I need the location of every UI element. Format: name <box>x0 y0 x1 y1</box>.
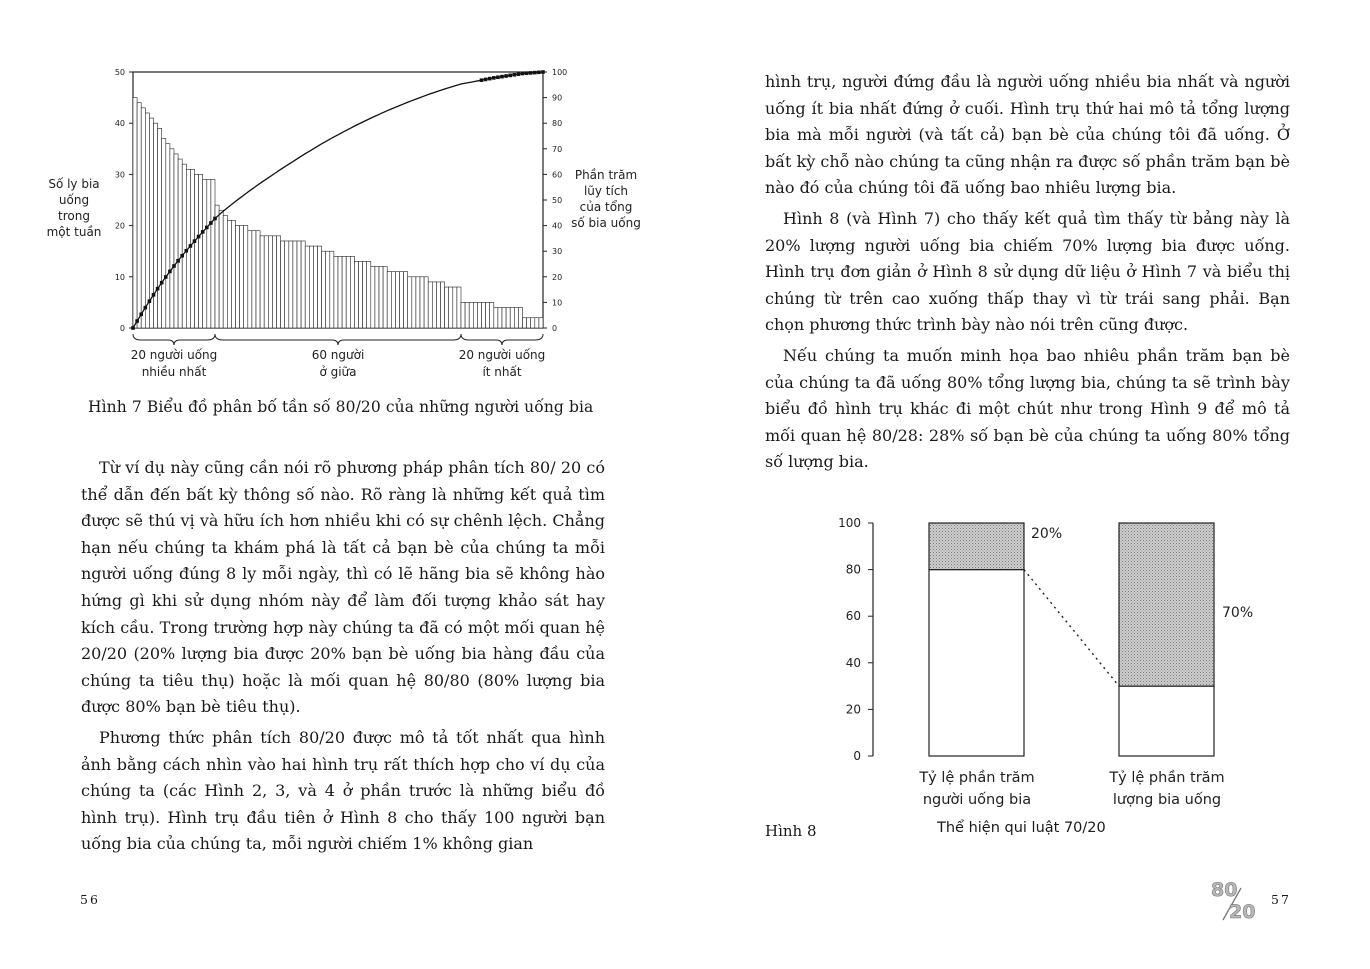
frequency-bar <box>277 236 281 328</box>
paragraph: hình trụ, người đứng đầu là người uống nhiều bia nhất và người uống ít bia nhất đứng ở cuối. Hình trụ thứ hai mô tả tổng lượng bia mà mỗi người (và tất cả) bạn bè của chúng tôi đã uống. Ở bất kỳ chỗ nào chúng ta cũng nhận ra được số phần trăm bạn bè nào đó của chúng tôi đã uống bao nhiêu lượng bia. <box>765 72 1290 198</box>
frequency-bar <box>387 272 391 328</box>
figure8-shaded-segment <box>1119 523 1214 686</box>
frequency-bar <box>383 267 387 328</box>
frequency-bar <box>408 277 412 328</box>
cumulative-point <box>525 71 529 75</box>
cumulative-point <box>533 71 537 75</box>
figure8-lower-segment <box>1119 686 1214 756</box>
frequency-bar <box>154 123 158 328</box>
frequency-bar <box>473 302 477 328</box>
right-tick-label: 70 <box>552 144 563 154</box>
frequency-bar <box>293 241 297 328</box>
frequency-bar <box>334 256 338 328</box>
left-tick-label: 30 <box>114 170 125 180</box>
frequency-bar <box>231 220 235 328</box>
frequency-bar <box>490 302 494 328</box>
frequency-bar <box>506 308 510 328</box>
left-tick-label: 40 <box>114 119 125 129</box>
cumulative-point <box>152 293 156 297</box>
frequency-bar <box>264 236 268 328</box>
left-axis-label-line: uống <box>58 193 90 207</box>
right-axis-label-line: số bia uống <box>571 216 641 230</box>
page-number: 56 <box>80 892 100 907</box>
frequency-bar <box>494 308 498 328</box>
cumulative-point <box>529 71 533 75</box>
frequency-bar <box>367 261 371 328</box>
left-axis-label-line: Số ly bia <box>48 177 100 191</box>
frequency-bar <box>395 272 399 328</box>
frequency-bar <box>338 256 342 328</box>
right-tick-label: 30 <box>552 247 563 257</box>
figure8-tick-label: 40 <box>845 655 861 670</box>
group-brace <box>461 334 543 345</box>
logo-bottom-text: 20 <box>1229 901 1256 923</box>
frequency-bar <box>141 108 145 328</box>
figure8-dotted-connector <box>1024 570 1119 687</box>
cumulative-point <box>201 230 205 234</box>
frequency-bar <box>289 241 293 328</box>
frequency-bar <box>203 180 207 328</box>
frequency-bar <box>518 308 522 328</box>
right-tick-label: 80 <box>552 119 563 129</box>
cumulative-point <box>504 74 508 78</box>
cumulative-point <box>496 75 500 79</box>
figure-7-caption: Hình 7 Biểu đồ phân bố tần số 80/20 của những người uống bia <box>88 398 594 416</box>
frequency-bar <box>305 246 309 328</box>
frequency-bar <box>219 210 223 328</box>
frequency-bar <box>375 267 379 328</box>
frequency-bar <box>527 318 531 328</box>
group-label-line1: 20 người uống <box>458 348 546 362</box>
frequency-bar <box>346 256 350 328</box>
right-tick-label: 10 <box>552 298 563 308</box>
frequency-bar <box>215 205 219 328</box>
frequency-bar <box>412 277 416 328</box>
frequency-bar <box>137 103 141 328</box>
cumulative-point <box>139 312 143 316</box>
right-tick-label: 20 <box>552 272 563 282</box>
frequency-bar <box>248 231 252 328</box>
frequency-bar <box>449 287 453 328</box>
frequency-bar <box>162 139 166 328</box>
cumulative-point <box>205 226 209 230</box>
figure8-tick-label: 80 <box>845 562 861 577</box>
frequency-bar <box>322 251 326 328</box>
frequency-bar <box>281 241 285 328</box>
bar1-label-line1: Tỷ lệ phần trăm <box>919 770 1035 786</box>
cumulative-point <box>508 74 512 78</box>
group-label-line2: ít nhất <box>482 365 522 379</box>
frequency-bar <box>514 308 518 328</box>
group-label-line1: 60 người <box>311 348 365 362</box>
bar1-label-line2: người uống bia <box>922 792 1032 808</box>
cumulative-point <box>521 72 525 76</box>
frequency-bar <box>227 220 231 328</box>
frequency-bar <box>498 308 502 328</box>
frequency-bar <box>268 236 272 328</box>
right-tick-label: 100 <box>552 68 568 77</box>
frequency-bar <box>379 267 383 328</box>
frequency-bar <box>404 272 408 328</box>
right-body-text <box>765 69 1290 480</box>
paragraph: Từ ví dụ này cũng cần nói rõ phương pháp phân tích 80/ 20 có thể dẫn đến bất kỳ thông số nào. Rõ ràng là những kết quả tìm được sẽ thú vị và hữu ích hơn nhiều khi có sự chênh lệch. Chẳng hạn nếu chúng ta khám phá là tất cả bạn bè của chúng ta mỗi người uống đúng 8 ly mỗi ngày, thì có lẽ hãng bia sẽ không hào hứng gì khi sử dụng nhóm này để làm đối tượng khảo sát hay kích cầu. Trong trường hợp này chúng ta đã có một mối quan hệ 20/20 (20% lượng bia được 20% bạn bè uống bia hàng đầu của chúng ta tiêu thụ) hoặc là mối quan hệ 80/80 (80% lượng bia được 80% bạn bè tiêu thụ). <box>81 458 605 717</box>
frequency-bar <box>223 215 227 328</box>
paragraph: Hình 8 (và Hình 7) cho thấy kết quả tìm thấy từ bảng này là 20% lượng người uống bia chiếm 70% lượng bia được uống. Hình trụ đơn giản ở Hình 8 sử dụng dữ liệu ở Hình 7 và biểu thị chúng từ trên cao xuống thấp thay vì từ trái sang phải. Bạn chọn phương thức trình bày nào nói trên cũng được. <box>765 208 1290 335</box>
right-page <box>685 0 1370 969</box>
right-axis-label-line: của tổng <box>579 200 633 214</box>
cumulative-point <box>176 259 180 263</box>
right-axis-label-line: Phần trăm <box>574 168 638 182</box>
figure8-tick-label: 20 <box>845 702 861 717</box>
frequency-bar <box>391 272 395 328</box>
frequency-bar <box>469 302 473 328</box>
right-tick-label: 0 <box>552 324 558 333</box>
cumulative-point <box>480 78 484 82</box>
frequency-bar <box>510 308 514 328</box>
frequency-bar <box>400 272 404 328</box>
figure-7-chart <box>40 60 660 390</box>
frequency-bar <box>482 302 486 328</box>
group-brace <box>215 334 461 345</box>
figure-8 <box>825 510 1254 815</box>
right-tick-label: 60 <box>552 170 563 180</box>
cumulative-point <box>517 72 521 76</box>
bar2-label-line1: Tỷ lệ phần trăm <box>1109 770 1225 786</box>
frequency-bar <box>285 241 289 328</box>
frequency-bar <box>436 282 440 328</box>
figure8-shaded-segment <box>929 523 1024 570</box>
frequency-bar <box>424 277 428 328</box>
frequency-bar <box>531 318 535 328</box>
frequency-bar <box>244 226 248 328</box>
frequency-bar <box>539 318 543 328</box>
paragraph: Nếu chúng ta muốn minh họa bao nhiêu phần trăm bạn bè của chúng ta đã uống 80% tổng lượng bia, chúng ta sẽ trình bày biểu đồ hình trụ khác đi một chút như trong Hình 9 để mô tả mối quan hệ 80/28: 28% số bạn bè của chúng ta uống 80% tổng số lượng bia. <box>765 345 1290 472</box>
cumulative-point <box>541 70 545 74</box>
frequency-bar <box>350 256 354 328</box>
frequency-bar <box>145 113 149 328</box>
right-tick-label: 40 <box>552 221 563 231</box>
paragraph: Phương thức phân tích 80/20 được mô tả tốt nhất qua hình ảnh bằng cách nhìn vào hai hình trụ rất thích hợp cho ví dụ của chúng ta (các Hình 2, 3, và 4 ở phần trước là những biểu đồ hình trụ). Hình trụ đầu tiên ở Hình 8 cho thấy 100 người bạn uống bia của chúng ta, mỗi người chiếm 1% không gian <box>81 727 605 854</box>
cumulative-point <box>193 239 197 243</box>
frequency-bar <box>182 164 186 328</box>
cumulative-point <box>156 287 160 291</box>
cumulative-point <box>135 319 139 323</box>
bar2-label-line2: lượng bia uống <box>1112 792 1222 808</box>
figure-8-chart <box>825 510 1254 815</box>
left-body-text <box>81 455 605 862</box>
frequency-bar <box>166 144 170 328</box>
left-tick-label: 50 <box>114 68 125 77</box>
left-tick-label: 0 <box>119 324 125 333</box>
frequency-bar <box>309 246 313 328</box>
frequency-bar <box>359 261 363 328</box>
frequency-bar <box>441 282 445 328</box>
figure8-tick-label: 100 <box>838 516 861 530</box>
figure8-tick-label: 0 <box>853 749 861 763</box>
frequency-bar <box>486 302 490 328</box>
frequency-bar <box>502 308 506 328</box>
frequency-bar <box>318 246 322 328</box>
frequency-bar <box>420 277 424 328</box>
cumulative-point <box>131 326 135 330</box>
cumulative-point <box>488 77 492 81</box>
cumulative-point <box>209 221 213 225</box>
frequency-bar <box>445 287 449 328</box>
frequency-bar <box>211 180 215 328</box>
frequency-bar <box>236 226 240 328</box>
frequency-bar <box>428 282 432 328</box>
frequency-bar <box>195 174 199 328</box>
frequency-bar <box>174 154 178 328</box>
figure8-tick-label: 60 <box>845 609 861 624</box>
cumulative-point <box>168 270 172 274</box>
figure8-lower-segment <box>929 570 1024 756</box>
frequency-bar <box>272 236 276 328</box>
left-axis-label-line: trong <box>58 209 90 223</box>
frequency-bar <box>158 128 162 328</box>
cumulative-point <box>160 281 164 285</box>
frequency-bar <box>477 302 481 328</box>
frequency-bar <box>457 287 461 328</box>
frequency-bar <box>523 318 527 328</box>
frequency-bar <box>371 267 375 328</box>
left-tick-label: 20 <box>114 221 125 231</box>
frequency-bar <box>465 302 469 328</box>
frequency-bar <box>330 251 334 328</box>
right-tick-label: 50 <box>552 196 563 205</box>
frequency-bar <box>199 174 203 328</box>
frequency-bar <box>133 98 137 328</box>
bar1-shaded-label: 20% <box>1031 526 1063 542</box>
cumulative-point <box>197 235 201 239</box>
cumulative-point <box>500 75 504 79</box>
frequency-bar <box>207 180 211 328</box>
right-tick-label: 90 <box>552 93 563 103</box>
cumulative-point <box>164 275 168 279</box>
figure-8-label: Hình 8 <box>765 822 817 840</box>
frequency-bar <box>301 241 305 328</box>
frequency-bar <box>363 261 367 328</box>
left-tick-label: 10 <box>114 272 125 282</box>
cumulative-point <box>148 299 152 303</box>
bar2-shaded-label: 70% <box>1222 605 1254 621</box>
frequency-bar <box>354 261 358 328</box>
cumulative-point <box>185 249 189 253</box>
group-brace <box>133 334 215 345</box>
frequency-bar <box>461 302 465 328</box>
logo-top-text: 80 <box>1211 879 1238 901</box>
cumulative-point <box>189 244 193 248</box>
frequency-bar <box>256 231 260 328</box>
cumulative-point <box>180 254 184 258</box>
figure-8-caption: Thể hiện qui luật 70/20 <box>937 820 1106 836</box>
cumulative-point <box>537 71 541 75</box>
frequency-bar <box>313 246 317 328</box>
frequency-bar <box>297 241 301 328</box>
frequency-bar <box>252 231 256 328</box>
page-number: 57 <box>1271 892 1291 907</box>
cumulative-point <box>144 306 148 310</box>
cumulative-point <box>513 73 517 77</box>
frequency-bar <box>535 318 539 328</box>
right-axis-label-line: lũy tích <box>583 184 629 198</box>
cumulative-point <box>172 264 176 268</box>
frequency-bar <box>416 277 420 328</box>
frequency-bar <box>240 226 244 328</box>
group-label-line2: nhiều nhất <box>141 365 207 379</box>
cumulative-point <box>484 78 488 82</box>
frequency-bar <box>326 251 330 328</box>
group-label-line2: ở giữa <box>319 365 357 379</box>
frequency-bar <box>342 256 346 328</box>
cumulative-point <box>492 76 496 80</box>
frequency-bar <box>178 159 182 328</box>
frequency-bar <box>260 236 264 328</box>
cumulative-point <box>213 217 217 221</box>
8020-logo <box>1205 874 1265 924</box>
figure-7 <box>40 60 660 390</box>
frequency-bar <box>453 287 457 328</box>
frequency-bar <box>190 169 194 328</box>
left-axis-label-line: một tuần <box>46 225 102 239</box>
frequency-bar <box>170 149 174 328</box>
frequency-bar <box>432 282 436 328</box>
group-label-line1: 20 người uống <box>130 348 218 362</box>
